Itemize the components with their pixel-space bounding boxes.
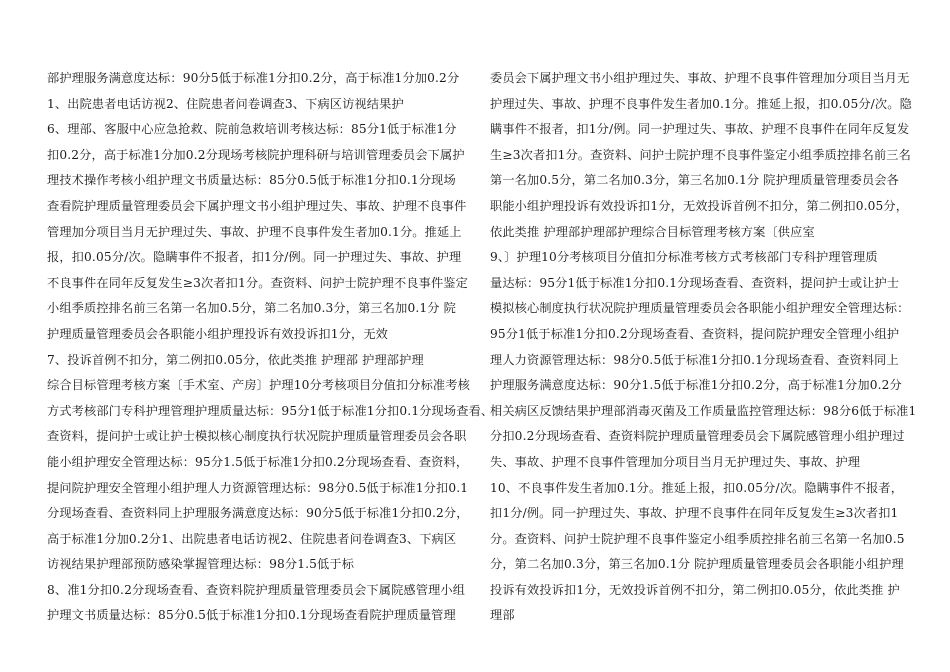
text-line: 高于标准1分加0.2分1、出院患者电话访视2、住院患者问卷调查3、下病区	[47, 531, 457, 546]
text-line: 6、理部、客服中心应急抢救、院前急救培训考核达标：85分1低于标准1分	[47, 122, 457, 137]
text-line: 8、准1分扣0.2分现场查看、查资料院护理质量管理委员会下属院感管理小组	[47, 582, 466, 597]
text-line: 理部	[490, 608, 515, 623]
text-line: 模拟核心制度执行状况院护理质量管理委员会各职能小组护理安全管理达标：	[490, 301, 910, 316]
text-line: 7、投诉首例不扣分，第二例扣0.05分，依此类推 护理部 护理部护理	[47, 352, 424, 367]
text-line: 扣0.2分，高于标准1分加0.2分现场考核院护理科研与培训管理委员会下属护	[47, 147, 465, 162]
text-line: 分。查资料、问护士院护理不良事件鉴定小组季质控排名前三名第一名加0.5	[490, 531, 905, 546]
text-line: 10、不良事件发生者加0.1分。推延上报，扣0.05分/次。隐瞒事件不报者，	[490, 480, 904, 495]
text-line: 投诉有效投诉扣1分，无效投诉首例不扣分，第二例扣0.05分，依此类推 护	[490, 582, 900, 597]
text-line: 相关病区反馈结果护理部消毒灭菌及工作质量监控管理达标：98分6低于标准1	[490, 403, 917, 418]
text-line: 95分1低于标准1分扣0.2分现场查看、查资料，提问院护理安全管理小组护	[490, 326, 900, 341]
text-line: 部护理服务满意度达标：90分5低于标准1分扣0.2分，高于标准1分加0.2分	[47, 71, 460, 85]
text-line: 生≥3次者扣1分。查资料、问护士院护理不良事件鉴定小组季质控排名前三名	[490, 147, 911, 162]
text-line: 理人力资源管理达标：98分0.5低于标准1分扣0.1分现场查看、查资料同上	[490, 352, 899, 367]
text-line: 查看院护理质量管理委员会下属护理文书小组护理过失、事故、护理不良事件	[47, 198, 467, 213]
text-line: 委员会下属护理文书小组护理过失、事故、护理不良事件管理加分项目当月无	[490, 71, 910, 85]
text-line: 报，扣0.05分/次。隐瞒事件不报者，扣1分/例。同一护理过失、事故、护理	[47, 250, 462, 265]
text-line: 提问院护理安全管理小组护理人力资源管理达标：98分0.5低于标准1分扣0.1	[47, 480, 469, 495]
text-line: 扣1分/例。同一护理过失、事故、护理不良事件在同年反复发生≥3次者扣1	[490, 506, 899, 521]
text-line: 不良事件在同年反复发生≥3次者扣1分。查资料、问护士院护理不良事件鉴定	[47, 275, 468, 290]
text-line: 第一名加0.5分，第二名加0.3分，第三名加0.1分 院护理质量管理委员会各	[490, 173, 899, 188]
text-line: 1、出院患者电话访视2、住院患者问卷调查3、下病区访视结果护	[47, 96, 404, 111]
text-line: 小组季质控排名前三名第一名加0.5分，第二名加0.3分，第三名加0.1分 院	[47, 301, 456, 316]
text-line: 管理加分项目当月无护理过失、事故、护理不良事件发生者加0.1分。推延上	[47, 224, 462, 239]
left-text-column	[47, 66, 494, 629]
text-line: 方式考核部门专科护理管理护理质量达标：95分1低于标准1分扣0.1分现场查看、	[47, 403, 494, 418]
text-line: 职能小组护理投诉有效投诉扣1分，无效投诉首例不扣分，第二例扣0.05分，	[490, 198, 909, 213]
text-line: 护理服务满意度达标：90分1.5低于标准1分扣0.2分，高于标准1分加0.2分	[490, 378, 902, 393]
text-line: 访视结果护理部预防感染掌握管理达标：98分1.5低于标	[47, 557, 355, 572]
text-line: 理技术操作考核小组护理文书质量达标：85分0.5低于标准1分扣0.1分现场	[47, 173, 456, 188]
text-line: 分，第二名加0.3分，第三名加0.1分 院护理质量管理委员会各职能小组护理	[490, 557, 904, 572]
text-line: 护理文书质量达标：85分0.5低于标准1分扣0.1分现场查看院护理质量管理	[47, 608, 456, 623]
text-line: 综合目标管理考核方案〔手术室、产房〕护理10分考核项目分值扣分标准考核	[47, 378, 470, 393]
text-line: 护理质量管理委员会各职能小组护理投诉有效投诉扣1分，无效	[47, 326, 389, 341]
text-line: 瞒事件不报者，扣1分/例。同一护理过失、事故、护理不良事件在同年反复发	[490, 122, 910, 137]
text-line: 查资料，提问护士或让护士模拟核心制度执行状况院护理质量管理委员会各职	[47, 429, 467, 444]
text-line: 量达标：95分1低于标准1分扣0.1分现场查看、查资料，提问护士或让护士	[490, 275, 900, 290]
text-line: 依此类推 护理部护理部护理综合目标管理考核方案〔供应室	[490, 224, 815, 239]
text-line: 能小组护理安全管理达标：95分1.5低于标准1分扣0.2分现场查看、查资料，	[47, 454, 469, 469]
text-line: 分扣0.2分现场查看、查资料院护理质量管理委员会下属院感管理小组护理过	[490, 429, 905, 444]
text-line: 护理过失、事故、护理不良事件发生者加0.1分。推延上报，扣0.05分/次。隐	[490, 96, 912, 111]
text-line: 9、〕护理10分考核项目分值扣分标准考核方式考核部门专科护理管理质	[490, 250, 878, 265]
text-line: 分现场查看、查资料同上护理服务满意度达标：90分5低于标准1分扣0.2分，	[47, 506, 469, 521]
right-text-column	[490, 66, 917, 629]
text-line: 失、事故、护理不良事件管理加分项目当月无护理过失、事故、护理	[490, 454, 861, 469]
